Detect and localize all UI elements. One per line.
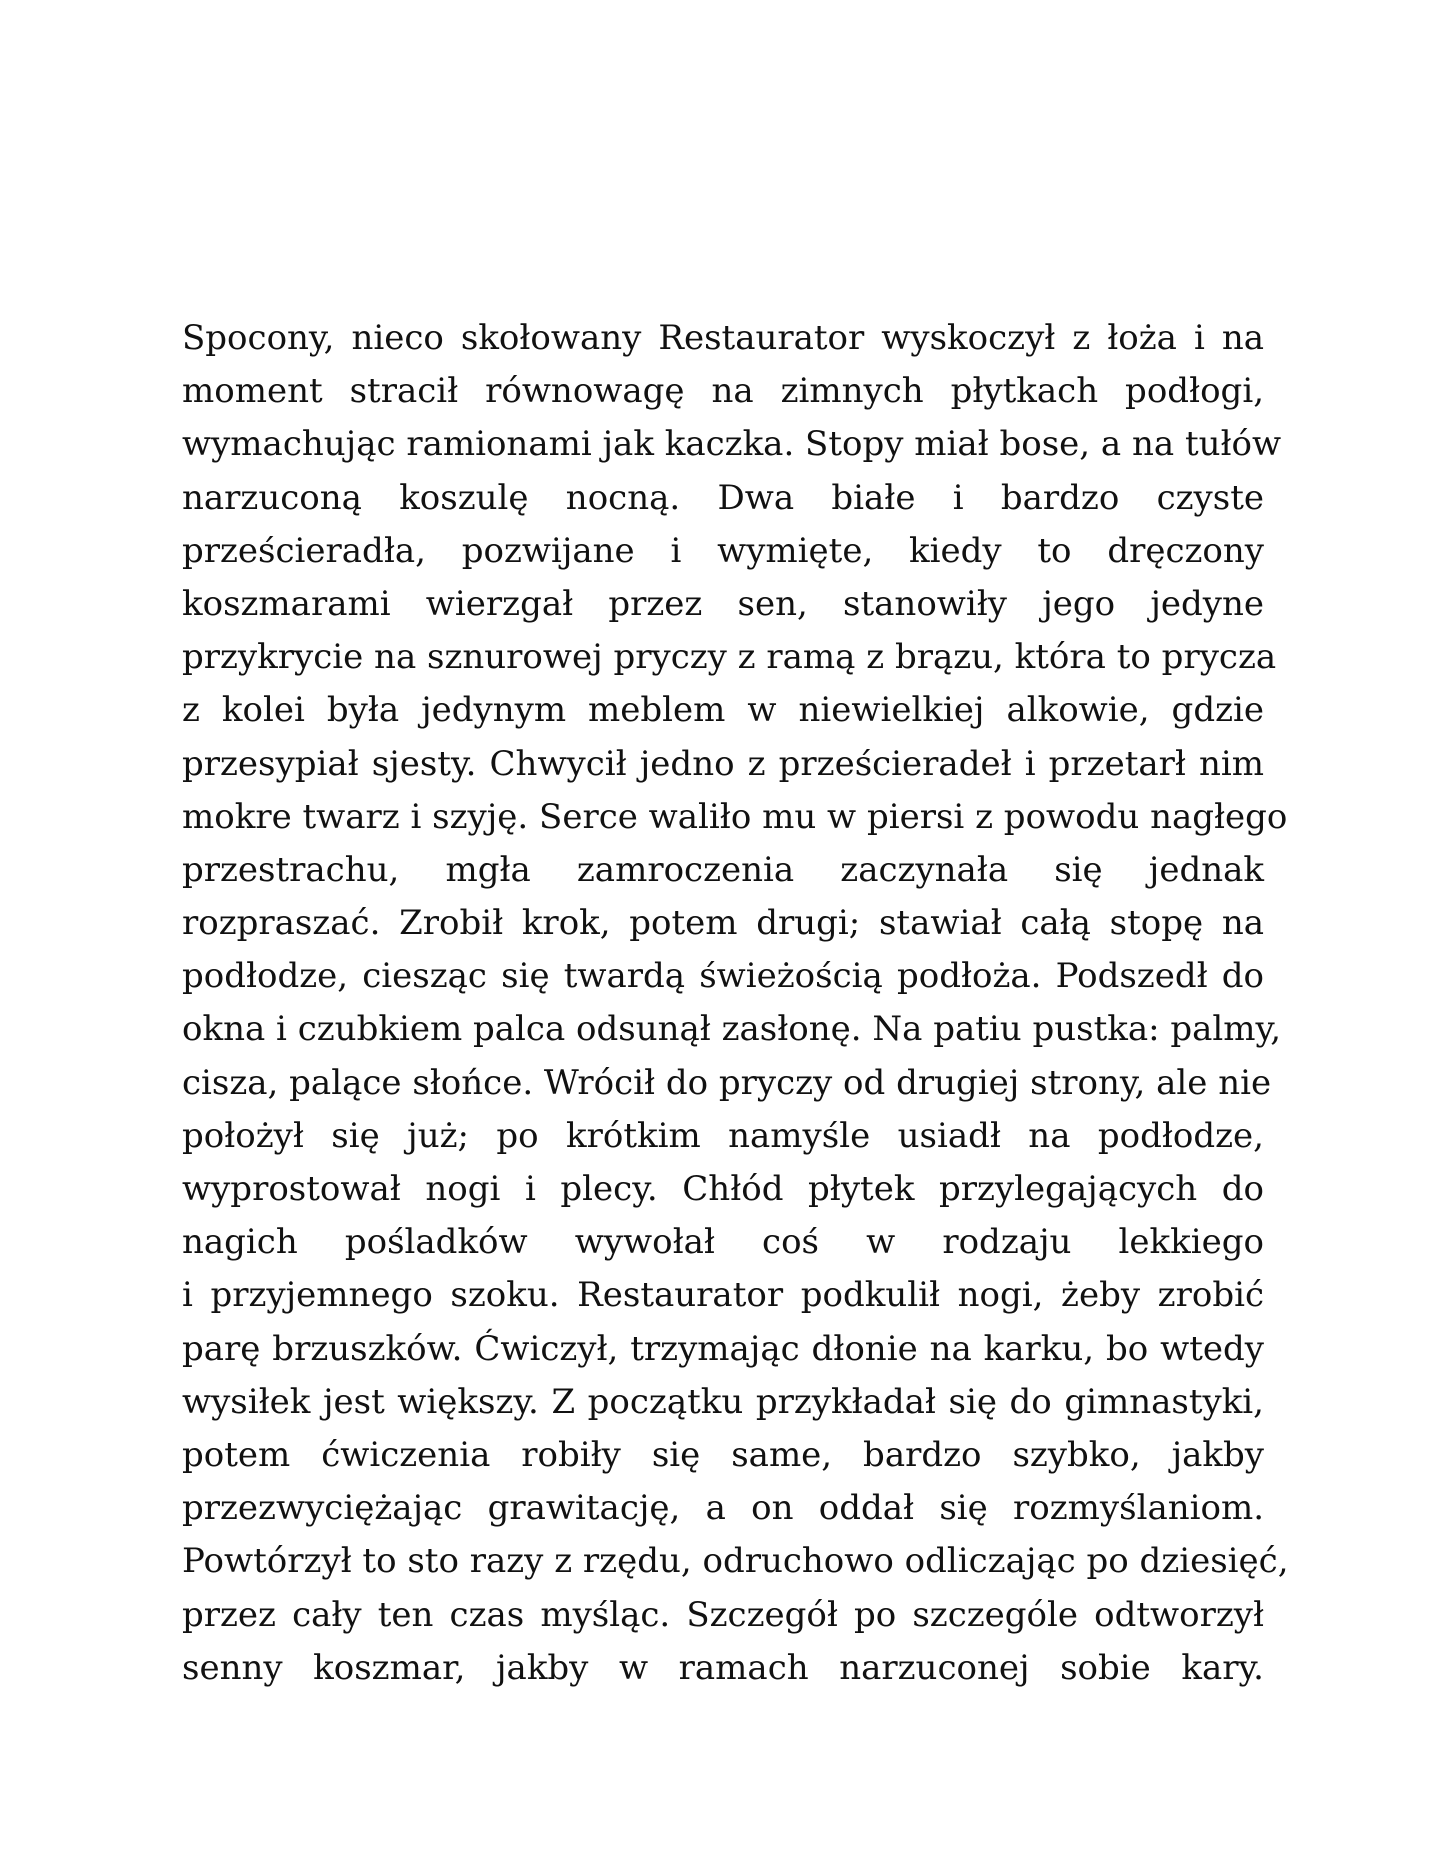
text-line: Spocony, nieco skołowany Restaurator wyskoczył z łoża i na [182,318,1264,358]
text-line: Powtórzył to sto razy z rzędu, odruchowo odliczając po dziesięć, [182,1541,1289,1582]
text-line: narzuconą koszulę nocną. Dwa białe i bardzo czyste [182,477,1264,518]
text-line: wysiłek jest większy. Z początku przykładał się do gimnastyki, [182,1381,1264,1422]
text-line: senny koszmar, jakby w ramach narzuconej sobie kary. [182,1647,1264,1688]
text-line: moment stracił równowagę na zimnych płytkach podłogi, [182,371,1264,412]
text-line: cisza, palące słońce. Wrócił do pryczy od drugiej strony, ale nie [182,1062,1272,1103]
text-line: przezwyciężając grawitację, a on oddał się rozmyślaniom. [182,1488,1264,1529]
text-line: parę brzuszków. Ćwiczył, trzymając dłonie na karku, bo wtedy [182,1328,1264,1369]
text-line: i przyjemnego szoku. Restaurator podkulił nogi, żeby zrobić [182,1275,1264,1316]
text-line: podłodze, ciesząc się twardą świeżością podłoża. Podszedł do [182,956,1264,997]
text-line: nagich pośladków wywołał coś w rodzaju lekkiego [182,1222,1264,1263]
text-line: prześcieradła, pozwijane i wymięte, kiedy to dręczony [182,530,1264,571]
text-line: położył się już; po krótkim namyśle usiadł na podłodze, [182,1115,1264,1156]
text-line: przesypiał sjesty. Chwycił jedno z prześcieradeł i przetarł nim [182,743,1264,784]
text-line: przez cały ten czas myśląc. Szczegół po szczególe odtworzył [182,1594,1264,1635]
text-line: przestrachu, mgła zamroczenia zaczynała się jednak [182,849,1264,890]
text-line: wymachując ramionami jak kaczka. Stopy miał bose, a na tułów [182,424,1282,465]
text-line: potem ćwiczenia robiły się same, bardzo szybko, jakby [182,1434,1264,1475]
text-line: mokre twarz i szyję. Serce waliło mu w piersi z powodu nagłego [182,796,1288,837]
text-line: okna i czubkiem palca odsunął zasłonę. Na patiu pustka: palmy, [182,1009,1282,1050]
body-text [182,312,1289,1695]
text-line: przykrycie na sznurowej pryczy z ramą z brązu, która to prycza [182,637,1277,678]
text-line: koszmarami wierzgał przez sen, stanowiły jego jedyne [182,583,1264,624]
text-line: wyprostował nogi i plecy. Chłód płytek przylegających do [182,1169,1264,1209]
text-line: z kolei była jedynym meblem w niewielkiej alkowie, gdzie [182,690,1264,731]
text-line: rozpraszać. Zrobił krok, potem drugi; stawiał całą stopę na [182,903,1264,944]
